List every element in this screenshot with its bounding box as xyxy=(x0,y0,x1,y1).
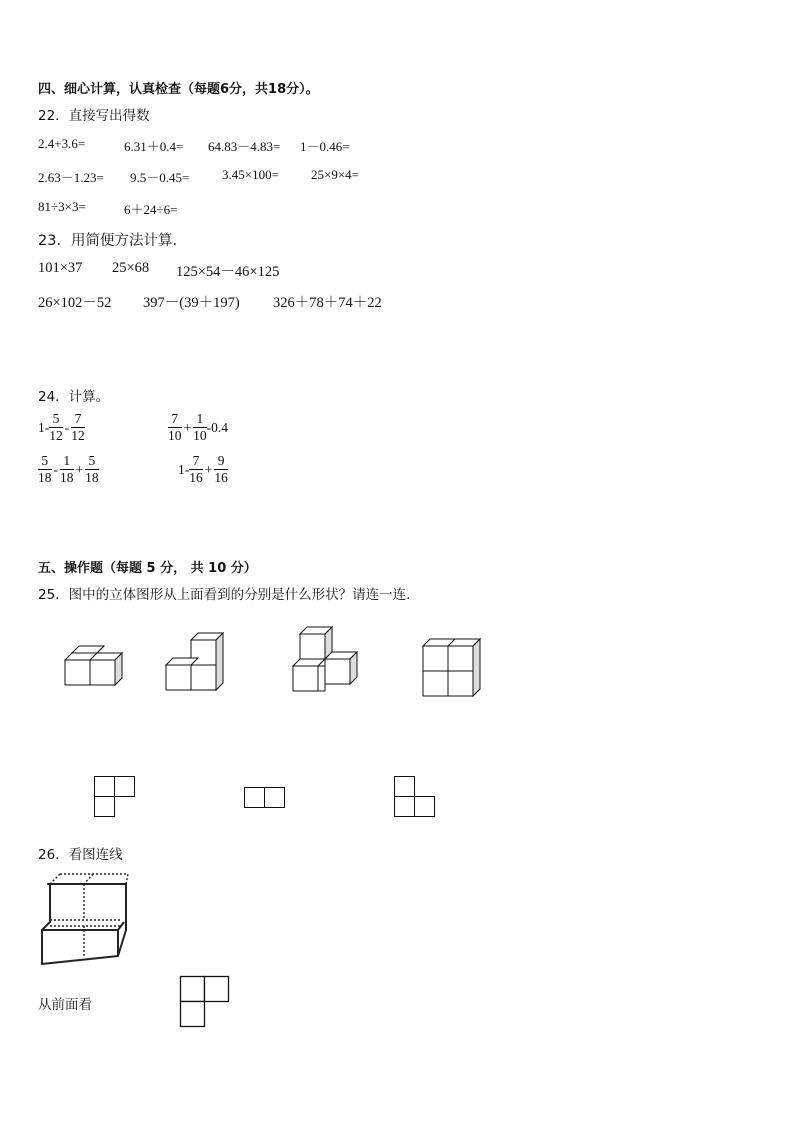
fraction: $\frac{5}{12}$ xyxy=(49,411,63,443)
top-view-shape-2 xyxy=(244,787,286,809)
q22-item: 1－0.46= xyxy=(300,139,350,154)
fraction: $\frac{9}{16}$ xyxy=(214,453,228,485)
q23-item: 397－(39＋197) xyxy=(143,295,240,311)
q24-expression-3 xyxy=(38,453,99,486)
section-5-heading: 五、操作题（每题 5 分， 共 10 分） xyxy=(38,561,257,576)
q24-title: 24．计算。 xyxy=(38,389,110,405)
q23-item: 101×37 xyxy=(38,260,83,276)
q24-expression-4 xyxy=(178,453,228,486)
q26-front-view-shape xyxy=(179,975,231,1029)
expr-lead: 1- xyxy=(178,461,190,477)
expr-tail: -0.4 xyxy=(206,419,228,435)
top-view-shape-3 xyxy=(394,776,436,818)
fraction: $\frac{7}{10}$ xyxy=(168,411,182,443)
fraction: $\frac{7}{12}$ xyxy=(71,411,85,443)
operator: + xyxy=(183,419,192,435)
q23-item: 326＋78＋74＋22 xyxy=(273,295,382,311)
q22-item: 64.83－4.83= xyxy=(208,139,281,154)
expr-lead: 1- xyxy=(38,419,50,435)
q26-view-label: 从前面看 xyxy=(38,997,92,1013)
q22-item: 9.5－0.45= xyxy=(130,170,190,185)
q23-item: 25×68 xyxy=(112,260,150,276)
q24-expression-1 xyxy=(38,411,85,444)
q22-item: 2.4+3.6= xyxy=(38,136,86,151)
q24-expression-2 xyxy=(168,411,228,444)
q22-item: 81÷3×3= xyxy=(38,199,86,214)
q26-solid-figure xyxy=(38,870,133,968)
q22-title: 22．直接写出得数 xyxy=(38,108,150,124)
fraction: $\frac{5}{18}$ xyxy=(38,453,52,485)
fraction: $\frac{7}{16}$ xyxy=(189,453,203,485)
fraction: $\frac{5}{18}$ xyxy=(85,453,99,485)
solid-figure-2 xyxy=(163,630,228,692)
operator: + xyxy=(204,461,213,477)
solid-figure-3 xyxy=(290,624,362,694)
q22-item: 6.31＋0.4= xyxy=(124,139,184,154)
q26-title: 26．看图连线 xyxy=(38,847,123,863)
q22-item: 6＋24÷6= xyxy=(124,202,178,217)
section-4-heading: 四、细心计算，认真检查（每题6分，共18分）。 xyxy=(38,82,319,97)
fraction: $\frac{1}{18}$ xyxy=(60,453,74,485)
q25-title: 25．图中的立体图形从上面看到的分别是什么形状？请连一连. xyxy=(38,587,411,603)
operator: - xyxy=(53,461,58,477)
solid-figure-1 xyxy=(60,640,130,692)
operator: + xyxy=(75,461,84,477)
q23-title: 23．用简便方法计算. xyxy=(38,233,178,249)
operator: - xyxy=(64,419,70,435)
q23-item: 125×54－46×125 xyxy=(176,264,280,280)
solid-figure-4 xyxy=(420,636,484,700)
q22-item: 25×9×4= xyxy=(311,167,359,182)
top-view-shape-1 xyxy=(94,776,136,818)
fraction: $\frac{1}{10}$ xyxy=(193,411,207,443)
q22-item: 2.63－1.23= xyxy=(38,170,104,185)
q22-item: 3.45×100= xyxy=(222,167,279,182)
q23-item: 26×102－52 xyxy=(38,295,112,311)
